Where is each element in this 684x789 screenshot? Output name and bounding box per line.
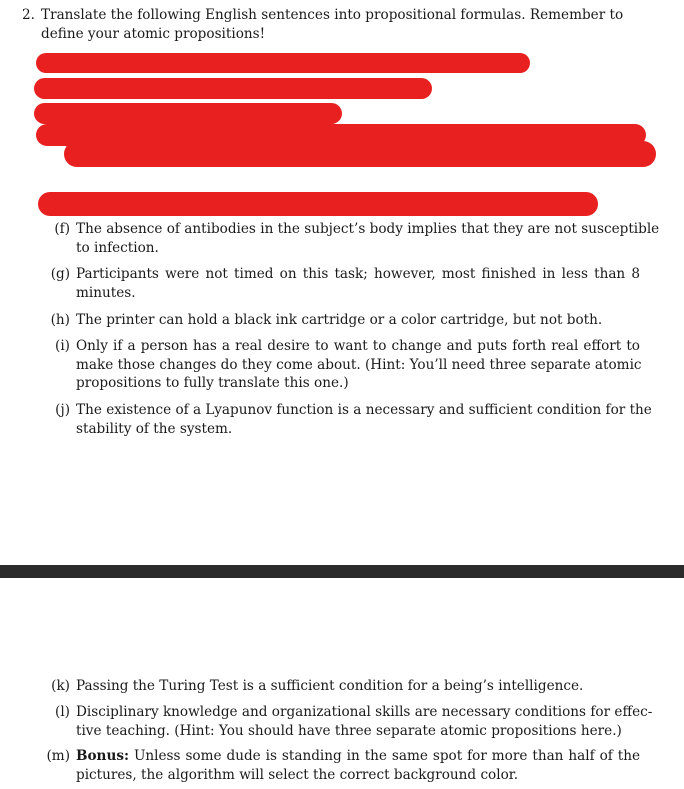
- redaction-mark: [34, 78, 432, 99]
- item-label-j: (j): [55, 402, 70, 418]
- item-l-line: tive teaching. (Hint: You should have three separate atomic propositions here.): [76, 722, 622, 739]
- item-k-line: Passing the Turing Test is a sufficient condition for a being’s intelligence.: [76, 678, 584, 694]
- bonus-label: Bonus:: [76, 748, 129, 764]
- item-i: [76, 337, 640, 393]
- item-label-k: (k): [51, 678, 70, 694]
- item-g-line: Participants were not timed on this task; however, most finished in less than 8: [76, 266, 640, 282]
- item-f-line: The absence of antibodies in the subject’s body implies that they are not susceptible: [76, 221, 660, 237]
- item-f-line: to infection.: [76, 239, 159, 256]
- redaction-mark: [38, 192, 598, 216]
- document-page-2: [0, 578, 684, 789]
- page-separator: [0, 565, 684, 578]
- item-k: [76, 677, 640, 696]
- item-label-l: (l): [55, 704, 70, 720]
- item-l-line: Disciplinary knowledge and organizational skills are necessary conditions for effec-: [76, 704, 653, 720]
- item-i-line: propositions to fully translate this one.): [76, 375, 349, 392]
- item-g-line: minutes.: [76, 284, 136, 301]
- item-label-h: (h): [50, 312, 70, 328]
- item-m-line: pictures, the algorithm will select the correct background color.: [76, 766, 519, 783]
- item-label-g: (g): [50, 266, 70, 282]
- item-g: [76, 265, 640, 302]
- item-j: [76, 401, 652, 438]
- item-l: [76, 703, 653, 740]
- question-line-2: define your atomic propositions!: [41, 26, 266, 42]
- item-f: [76, 220, 660, 257]
- item-i-line: Only if a person has a real desire to want to change and puts forth real effort to: [76, 338, 640, 354]
- item-j-line: stability of the system.: [76, 420, 233, 437]
- item-label-f: (f): [54, 221, 70, 237]
- question-number: 2.: [22, 7, 35, 23]
- redaction-mark: [36, 53, 530, 73]
- question-line-1: Translate the following English sentences into propositional formulas. Remember to: [41, 7, 624, 23]
- redaction-mark: [34, 103, 342, 124]
- item-j-line: The existence of a Lyapunov function is a necessary and sufficient condition for the: [76, 402, 652, 418]
- item-label-i: (i): [55, 338, 70, 354]
- item-m: [76, 747, 640, 784]
- item-h-line: The printer can hold a black ink cartridge or a color cartridge, but not both.: [76, 312, 603, 328]
- item-m-line: [76, 747, 640, 766]
- item-label-m: (m): [46, 748, 70, 764]
- item-i-line: make those changes do they come about. (Hint: You’ll need three separate atomic: [76, 356, 642, 373]
- item-m-line-1-text: Unless some dude is standing in the same spot for more than half of the: [129, 748, 640, 764]
- redaction-mark: [64, 141, 656, 167]
- item-h: [76, 311, 640, 330]
